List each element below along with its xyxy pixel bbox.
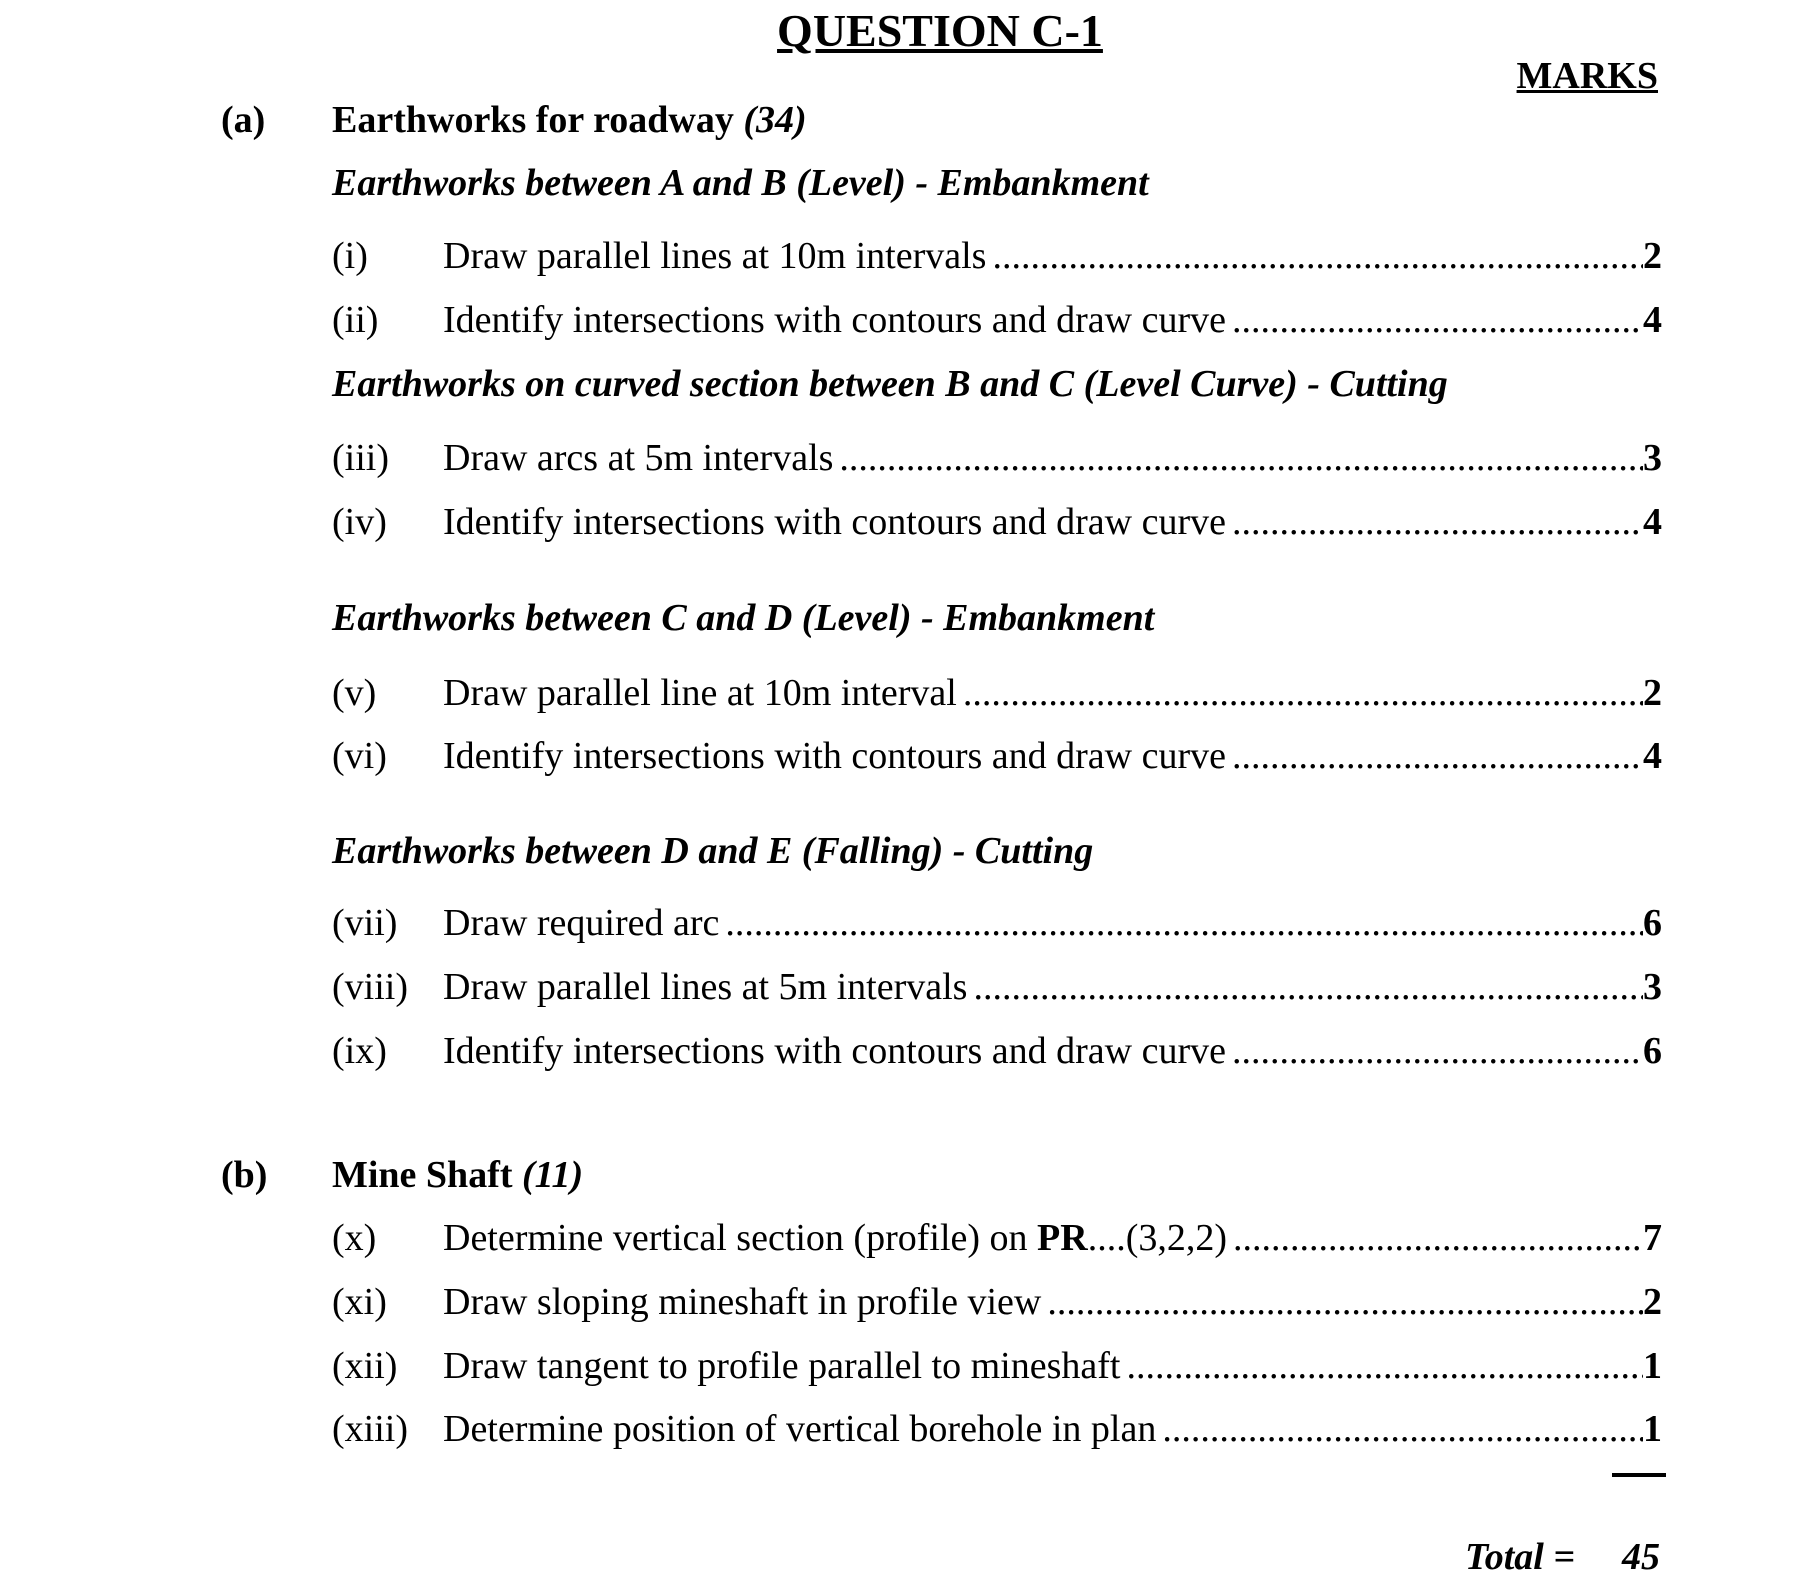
item-description: Identify intersections with contours and draw curve [443,501,1226,543]
list-item [332,298,1662,346]
marks-header: MARKS [1516,55,1658,97]
item-description: Draw arcs at 5m intervals [443,437,834,479]
item-description: Draw parallel lines at 5m intervals [443,966,968,1008]
leader-dots [839,436,1643,480]
list-item [332,500,1662,548]
leader-dots [1233,1216,1643,1260]
leader-dots [1047,1280,1643,1324]
leader-dots [1232,298,1643,342]
item-number: (i) [332,235,368,277]
item-mark: 2 [1643,235,1662,277]
total-label: Total = [1465,1536,1575,1578]
item-description: Draw sloping mineshaft in profile view [443,1281,1042,1323]
item-number: (iii) [332,437,389,479]
list-item [332,1029,1662,1077]
section-heading: Earthworks on curved section between B and C (Level Curve) - Cutting [332,363,1448,405]
leader-dots [1232,734,1643,778]
leader-dots [725,901,1643,945]
item-description: Draw tangent to profile parallel to mineshaft [443,1345,1121,1387]
item-mark: 4 [1643,501,1662,543]
part-b-label: (b) [221,1154,268,1196]
item-mark: 1 [1643,1408,1662,1450]
leader-dots [963,671,1643,715]
part-a-label: (a) [221,99,266,141]
section-heading: Earthworks between D and E (Falling) - Cutting [332,830,1094,872]
total-rule [1612,1473,1666,1477]
item-mark: 6 [1643,902,1662,944]
list-item [332,234,1662,282]
leader-dots [1232,1029,1643,1073]
list-item [332,1280,1662,1328]
item-description-start: Determine vertical section (profile) on [443,1217,1038,1259]
item-number: (viii) [332,966,408,1008]
item-number: (ix) [332,1030,387,1072]
item-mark: 1 [1643,1345,1662,1387]
item-number: (v) [332,672,377,714]
item-mark: 2 [1643,672,1662,714]
leader-dots [992,234,1643,278]
item-number: (vi) [332,735,387,777]
list-item [332,1407,1662,1455]
part-b-title [332,1153,583,1197]
item-mark: 3 [1643,966,1662,1008]
page-title: QUESTION C-1 [777,5,1103,56]
total-value: 45 [1622,1536,1660,1578]
part-b-subtotal: (11) [522,1154,584,1196]
list-item [332,901,1662,949]
list-item [332,1344,1662,1392]
item-description [443,1216,1227,1260]
item-description: Draw parallel line at 10m interval [443,672,957,714]
item-number: (x) [332,1217,377,1259]
leader-dots [1232,500,1643,544]
item-description: Draw required arc [443,902,720,944]
item-mark: 2 [1643,1281,1662,1323]
list-item [332,671,1662,719]
item-mark: 4 [1643,735,1662,777]
item-mark: 6 [1643,1030,1662,1072]
item-number: (ii) [332,299,379,341]
list-item [332,436,1662,484]
item-mark: 4 [1643,299,1662,341]
part-a-title [332,98,807,142]
part-b-title-text: Mine Shaft [332,1154,513,1196]
item-number: (vii) [332,902,398,944]
section-heading: Earthworks between A and B (Level) - Embankment [332,162,1149,204]
item-description: Draw parallel lines at 10m intervals [443,235,987,277]
list-item [332,734,1662,782]
item-description: Determine position of vertical borehole in plan [443,1408,1157,1450]
item-mark: 7 [1643,1217,1662,1259]
part-a-subtotal: (34) [743,99,807,141]
item-description: Identify intersections with contours and draw curve [443,735,1226,777]
item-number: (xii) [332,1345,398,1387]
item-description: Identify intersections with contours and draw curve [443,1030,1226,1072]
leader-dots [1126,1344,1643,1388]
leader-dots [973,965,1643,1009]
item-number: (xiii) [332,1408,408,1450]
item-description-end: ....(3,2,2) [1087,1217,1227,1259]
item-number: (xi) [332,1281,387,1323]
leader-dots [1162,1407,1643,1451]
list-item [332,965,1662,1013]
item-description: Identify intersections with contours and draw curve [443,299,1226,341]
section-heading: Earthworks between C and D (Level) - Embankment [332,597,1155,639]
part-a-title-text: Earthworks for roadway [332,99,734,141]
line-label-pr: PR [1037,1217,1088,1259]
item-mark: 3 [1643,437,1662,479]
list-item [332,1216,1662,1264]
item-number: (iv) [332,501,387,543]
